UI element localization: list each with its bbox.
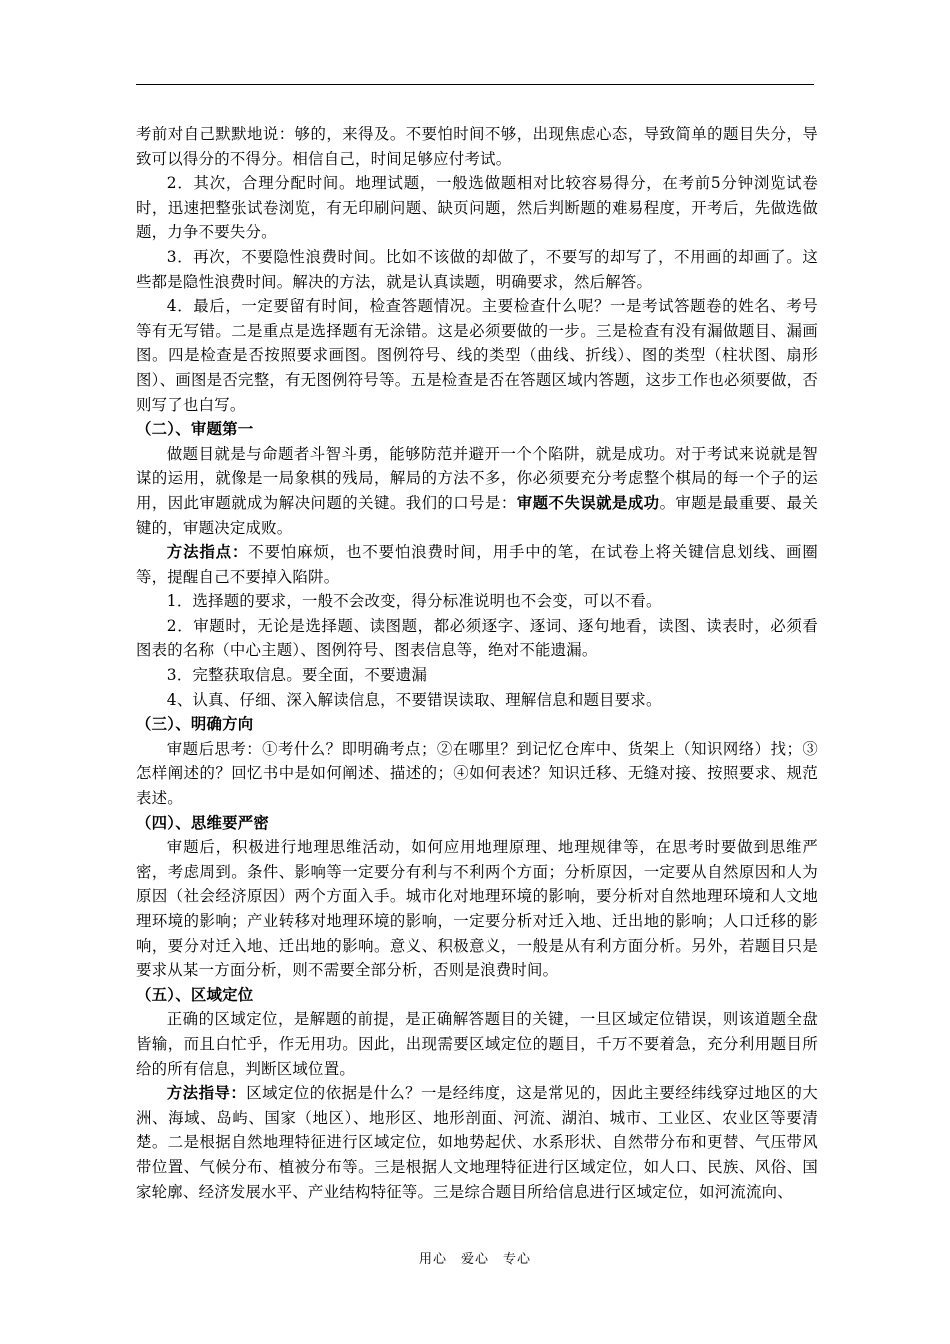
paragraph: 3．完整获取信息。要全面，不要遗漏	[166, 666, 428, 685]
paragraph: 4、认真、仔细、深入解读信息，不要错误读取、理解信息和题目要求。	[166, 690, 662, 709]
page-footer: 用心 爱心 专心	[418, 1252, 531, 1267]
paragraph: 3．再次，不要隐性浪费时间。比如不该做的却做了，不要写的却写了，不用画的却画了。这些都是隐性浪费时间。解决的方法，就是认真读题，明确要求，然后解答。	[136, 247, 818, 291]
paragraph: 2．其次，合理分配时间。地理试题，一般选做题相对比较容易得分，在考前5分钟浏览试卷时，迅速把整张试卷浏览，有无印刷问题、缺页问题，然后判断题的难易程度，开考后，先做选做题，力争不要失分。	[136, 174, 818, 242]
paragraph	[136, 540, 818, 589]
paragraph: 审题后思考：①考什么？即明确考点；②在哪里？到记忆仓库中、货架上（知识网络）找；③怎样阐述的？回忆书中是如何阐述、描述的；④如何表述？知识迁移、无缝对接、按照要求、规范表述。	[136, 739, 818, 808]
paragraph: 4．最后，一定要留有时间，检查答题情况。主要检查什么呢？一是考试答题卷的姓名、考号等有无写错。二是重点是选择题有无涂错。这是必须要做的一步。三是检查有没有漏做题目、漏画图。四是检查是否按照要求画图。图例符号、线的类型（曲线、折线）、图的类型（柱状图、扇形图）、画图是否完整，有无图例符号等。五是检查是否在答题区域内答题，这步工作也必须要做，否则写了也白写。	[136, 297, 818, 414]
section-heading: （四）、思维要严密	[136, 813, 270, 832]
paragraph-text: 。审题是最重要、最关键的，审题决定成败。	[136, 493, 818, 537]
section-heading: （三）、明确方向	[136, 715, 254, 734]
section-heading: （五）、区域定位	[136, 985, 254, 1004]
paragraph-text: 不要怕麻烦，也不要怕浪费时间，用手中的笔，在试卷上将关键信息划线、画圈等，提醒自己不要掉入陷阱。	[136, 543, 818, 586]
header-rule	[136, 84, 814, 85]
document-body	[136, 122, 818, 1204]
section-heading: （二）、审题第一	[136, 420, 254, 439]
paragraph-text: 做题目就是与命题者斗智斗勇，能够防范并避开一个个陷阱，就是成功。对于考试来说就是智谋的运用，就像是一局象棋的残局，解局的方法不多，你必须要充分考虑整个棋局的每一个子的运用，因此审题就成为解决问题的关键。我们的口号是：	[136, 444, 818, 512]
paragraph-text: 区域定位的依据是什么？一是经纬度，这是常见的，因此主要经纬线穿过地区的大洲、海域、岛屿、国家（地区）、地形区、地形剖面、河流、湖泊、城市、工业区、农业区等要清楚。二是根据自然地理特征进行区域定位，如地势起伏、水系形状、自然带分布和更替、气压带风带位置、气候分布、植被分布等。三是根据人文地理特征进行区域定位，如人口、民族、风俗、国家轮廓、经济发展水平、产业结构特征等。三是综合题目所给信息进行区域定位，如河流流向、	[136, 1084, 818, 1201]
paragraph: 正确的区域定位，是解题的前提，是正确解答题目的关键，一旦区域定位错误，则该道题全盘皆输，而且白忙乎，作无用功。因此，出现需要区域定位的题目，千万不要着急，充分利用题目所给的所有信息，判断区域位置。	[136, 1010, 818, 1078]
paragraph: 2．审题时，无论是选择题、读图题，都必须逐字、逐词、逐句地看，读图、读表时，必须看图表的名称（中心主题）、图例符号、图表信息等，绝对不能遗漏。	[136, 616, 818, 660]
method-label: 方法指导：	[166, 1084, 247, 1103]
method-label: 方法指点：	[166, 543, 249, 562]
slogan-bold-text: 审题不失误就是成功	[516, 493, 660, 512]
paragraph: 1．选择题的要求，一般不会改变，得分标准说明也不会变，可以不看。	[166, 592, 662, 611]
paragraph	[136, 442, 818, 540]
paragraph	[136, 1081, 818, 1204]
paragraph: 审题后，积极进行地理思维活动，如何应用地理原理、地理规律等，在思考时要做到思维严密，考虑周到。条件、影响等一定要分有利与不利两个方面；分析原因，一定要从自然原因和人为原因（社会经济原因）两个方面入手。城市化对地理环境的影响，要分析对自然地理环境和人文地理环境的影响；产业转移对地理环境的影响，一定要分析对迁入地、迁出地的影响；人口迁移的影响，要分对迁入地、迁出地的影响。意义、积极意义，一般是从有利方面分析。另外，若题目只是要求从某一方面分析，则不需要全部分析，否则是浪费时间。	[136, 838, 818, 980]
paragraph: 考前对自己默默地说：够的，来得及。不要怕时间不够，出现焦虑心态，导致简单的题目失分，导致可以得分的不得分。相信自己，时间足够应付考试。	[136, 125, 818, 168]
